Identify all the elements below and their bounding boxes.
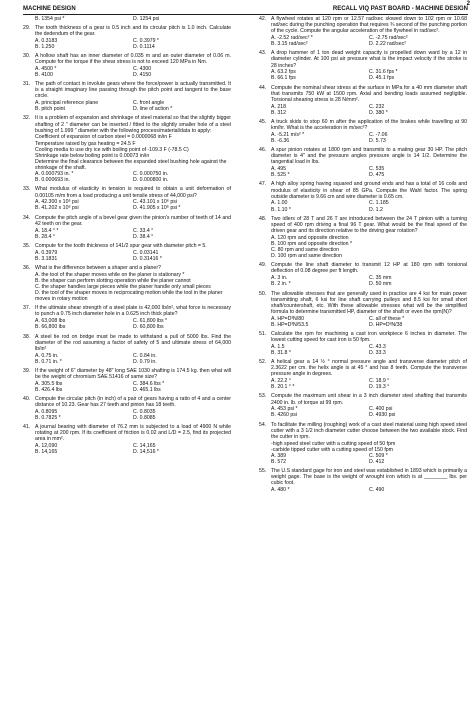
answer-option: C. 43.101 x 10⁶ psi: [133, 199, 177, 206]
question-text: What modulus of elasticity in tension is required to obtain a unit deformation of 0.00105 m/m from a load producing a unit tensile stress of 44,000 psi?: [35, 186, 231, 199]
answer-options: [271, 378, 467, 390]
answer-option: C. 384.6 lbs *: [133, 380, 165, 387]
question-text: A journal bearing with diameter of 76.2 mm is subjected to a load of 4900 N while rotating at 200 rpm. If its coefficient of friction is 0.02 and L/D = 2.5, find its projected area in mm².: [35, 424, 231, 443]
question-row: [259, 331, 467, 343]
question-text: The U.S standard gage for iron and steel was established in 1893 which is primarily a weight gage. The base is the weight of wrought iron which is at ________ lbs. per cubic foot.: [271, 468, 467, 487]
answer-options: [271, 104, 467, 116]
answer-option: D. 0.8085: [133, 415, 156, 421]
answer-options: [35, 443, 231, 455]
question-number: 44.: [259, 84, 267, 91]
question-number: 48.: [259, 215, 267, 222]
question-item: [259, 147, 467, 178]
question-text: Compute for the tooth thickness of 141/2 spur gear with diameter pitch = 5.: [35, 242, 207, 249]
question-text: Compute the maximum unit shear in a 3 inch diameter steel shafting that transmits 2400 in. lb. of torque at 99 rpm.: [271, 393, 467, 406]
question-row: [259, 393, 467, 405]
question-row: [23, 368, 231, 380]
question-row: [23, 81, 231, 99]
answer-option: D. 0.1114: [133, 43, 155, 50]
question-text: If the weight of 6" diameter by 48" long SAE 1030 shafting is 174.5 kg. then what will be the weight of chromium SAE 51416 of same size?: [35, 367, 231, 380]
answer-option: C. 14,165: [133, 443, 156, 450]
question-text: A truck skids to stop 60 m after the application of the brakes while travelling at 90 km/hr. What is the acceleration in m/sec²?: [271, 118, 467, 132]
question-detail-line: Temperature raised by gas heating = 24.5 F: [35, 140, 136, 147]
answer-option: D. 0.79 in.: [133, 358, 157, 365]
answer-option: B. 3.15 rad/sec²: [271, 41, 308, 48]
answer-option: B. 426.4 lbs: [35, 386, 63, 393]
answer-option: B. 20.1 ° *: [271, 384, 295, 391]
answer-option: C. 490: [369, 487, 385, 494]
answer-options: [35, 66, 231, 78]
question-number: 42.: [259, 16, 267, 22]
question-row: [259, 147, 467, 165]
answer-option: C. 400 psi: [369, 406, 393, 413]
answer-option: B. 0.71 in. *: [35, 358, 62, 365]
question-item: [259, 359, 467, 390]
question-row: [259, 85, 467, 103]
answer-option: A. 42.300 x 10⁶ psi: [35, 199, 79, 206]
question-row: [259, 119, 467, 131]
answer-option: A. principal reference plane: [35, 100, 99, 107]
answer-option: A. 0.3183: [35, 37, 58, 44]
answer-options: [35, 353, 231, 365]
question-text: Compute the circular pitch (in inch) of a pair of gears having a ratio of 4 and a center distance of 10.23. Gear has 27 teeth and pinion has 18 teeth.: [35, 396, 231, 409]
question-detail-line: Coefficient of expansion of carbon steel = 0.0000068 in/in F: [35, 134, 172, 141]
question-item: [23, 396, 231, 421]
answer-option: B. 312: [271, 109, 286, 116]
answer-option: A. 495: [271, 166, 286, 173]
header-left-title: MACHINE DESIGN: [23, 6, 76, 12]
question-row: [259, 291, 467, 316]
answer-option: B. 2 in. *: [271, 281, 291, 288]
answer-option: C. 33.4 °: [133, 227, 154, 234]
right-column: [259, 16, 467, 496]
question-detail-line: Shrinkage rate below boiling point is 0.00073 in/in: [35, 152, 150, 159]
answer-option: C. 0.000750 in.: [133, 171, 169, 178]
answer-options: [271, 344, 467, 356]
answer-option: A. 12,090: [35, 443, 58, 450]
question-item: [23, 25, 231, 50]
question-number: 34.: [23, 214, 31, 221]
question-item: [23, 81, 231, 112]
question-text: A spur pinion rotates at 1800 rpm and transmits to a mating gear 30 HP. The pitch diameter is 4" and the pressure angles pressure angle is 14 1/2. Determine the tangential load in lbs.: [271, 147, 467, 166]
question-text: The path of contact in involute gears where the force/power is actually transmitted. It is a straight imaginary line passing through the pitch point and tangent to the base circle.: [35, 81, 231, 100]
question-row: [259, 468, 467, 486]
answer-option: C. 0.84 in.: [133, 352, 157, 359]
question-number: 51.: [259, 330, 267, 337]
question-number: 37.: [23, 305, 31, 312]
question-row: [259, 50, 467, 68]
question-text: A hollow shaft has an inner diameter of 0.035 m and an outer diameter of 0.06 m. Compute for the torque if the shear stress is not to exceed 120 MPa in Nm.: [35, 52, 231, 66]
answer-option: B. 0.7825 *: [35, 415, 61, 421]
answer-option: D. 100 rpm and same direction: [271, 253, 342, 260]
answer-option: A. 0.75 in.: [35, 352, 59, 359]
question-number: 36.: [23, 264, 31, 271]
answer-option: C. 18.9 °: [369, 378, 390, 385]
question-text: A steel tie rod on bridge must be made to withstand a pull of 5000 lbs. Find the diameter of the rod assuming a factor of safety of 5 and ultimate stress of 64,000 lb/in²: [35, 333, 231, 352]
question-row: [23, 215, 231, 227]
answer-option: A. 0.8095: [35, 408, 58, 415]
answer-option: C. 4300: [133, 65, 152, 72]
question-number: 54.: [259, 421, 267, 428]
answer-option: D. 1.2: [369, 206, 383, 213]
answer-option: A. 305.5 lbs: [35, 380, 63, 387]
question-row: [23, 265, 231, 271]
answer-option: D. 465.1 lbs: [133, 386, 161, 393]
question-detail-line: -high speed steel cutter with a cutting speed of 50 fpm: [271, 440, 396, 447]
question-number: 30.: [23, 52, 31, 59]
option: D. 1254 psi: [133, 16, 160, 22]
answer-option: C. 0.3979 *: [133, 37, 159, 44]
question-text: Compute the nominal shear stress at the surface in MPa for a 40 mm diameter shaft that transmits 750 kW at 1500 rpm. Axial and bending loads assumed negligible. Torsional shearing stress is 28 N/mm².: [271, 84, 467, 103]
question-text: Two idlers of 28 T and 26 T are introduced between the 24 T pinion with a turning speed of 400 rpm driving a final 96 T gear. What would be the final speed of the driven gear and its direction relative to the driving gear rotation?: [271, 215, 467, 234]
question-item: [23, 305, 231, 330]
question-number: 29.: [23, 24, 31, 31]
answer-option: A. HP=D³N/80: [271, 315, 305, 322]
answer-option: A. 1.5: [271, 343, 285, 350]
question-number: 31.: [23, 81, 31, 88]
question-number: 55.: [259, 468, 267, 475]
answer-option: B. 1.250: [35, 43, 55, 50]
question-number: 40.: [23, 396, 31, 403]
question-number: 39.: [23, 367, 31, 374]
question-text: A flywheel rotates at 120 rpm or 12.57 rad/sec slowed down to 102 rpm or 10.68 rad/sec during the punching operation that requires ¾ second of the punching portion of the cycle. Compute the angular acceleration of the flywheel in rad/sec².: [271, 16, 467, 35]
question-number: 52.: [259, 359, 267, 366]
answer-options: [35, 100, 231, 112]
question-text: The tooth thickness of a gear is 0.5 inch and its circular pitch is 1.0 inch. Calculate the dedendum of the gear.: [35, 24, 231, 37]
answer-options: [35, 38, 231, 50]
option: B. 1354 psi *: [35, 16, 65, 22]
answer-options: [35, 228, 231, 240]
question-number: 45.: [259, 118, 267, 125]
question-number: 32.: [23, 115, 31, 122]
question-row: [259, 16, 467, 34]
answer-options: [35, 318, 231, 330]
answer-option: B. 4260 psi: [271, 412, 297, 419]
question-number: 53.: [259, 393, 267, 400]
answer-option: D. 19.3 °: [369, 384, 390, 391]
question-text: The allowable stresses that are generally used in practice are 4 ksi for main power transmitting shaft, 6 ksi for line shaft carrying pulleys and 8.5 ksi for small short shaft/countershaft, etc. With these allowable stresses what will be the simplified formula to determine transmitted HP, diameter of the shaft or even the rpm(N)?: [271, 290, 467, 315]
answer-option: D. 380 *: [369, 109, 388, 116]
answer-option: A. 389: [271, 452, 286, 459]
answer-option: B. pitch point: [35, 106, 65, 113]
answer-option: C. all of these *: [369, 315, 405, 322]
question-item: [259, 291, 467, 328]
question-number: 33.: [23, 186, 31, 193]
answer-option: D. 60,800 lbs: [133, 324, 164, 331]
answer-option: A. 0.3979: [35, 249, 58, 256]
question-item: [23, 368, 231, 393]
question-number: 47.: [259, 181, 267, 188]
question-number: 35.: [23, 242, 31, 249]
question-item: [259, 331, 467, 356]
answer-option: B. 66.1 fps: [271, 75, 296, 82]
answer-option: D. 412: [369, 458, 385, 465]
answer-options: [35, 171, 231, 183]
answer-option: B. 14,165: [35, 449, 58, 456]
question-row: [23, 396, 231, 408]
answer-option: B. HP=D³N/53.5: [271, 321, 309, 328]
answer-option: A. 4500 *: [35, 65, 57, 72]
answer-options: [271, 275, 467, 287]
answer-option: D. 50 mm: [369, 281, 392, 288]
answer-option: D. 4150: [133, 71, 152, 78]
answer-option: C. 0.8035: [133, 408, 156, 415]
question-item: [23, 265, 231, 302]
question-row: [259, 359, 467, 377]
question-row: [259, 422, 467, 440]
question-number: 49.: [259, 262, 267, 269]
answer-option: B. 31.8 *: [271, 349, 291, 356]
answer-option: D. 38.4 °: [133, 233, 154, 240]
question-item: [23, 115, 231, 183]
question-row: [23, 424, 231, 442]
question-item: [23, 243, 231, 262]
header-right-title: RECALL VIQ PAST BOARD - MACHINE DESIGN: [332, 6, 468, 12]
answer-option: B. 100 rpm and opposite direction *: [271, 240, 353, 247]
answer-options: [35, 250, 231, 262]
question-row: [259, 181, 467, 199]
answer-option: D. 45.1 fps: [369, 75, 395, 82]
answer-option: A. 120 rpm and opposite direction: [271, 234, 349, 241]
question-row: [23, 305, 231, 317]
answer-option: D. line of action *: [133, 106, 173, 113]
question-row: [23, 186, 231, 198]
answer-option: A. 18.4 ° *: [35, 227, 59, 234]
answer-option: B. 4100: [35, 71, 53, 78]
answer-option: C. 61,800 lbs *: [133, 318, 168, 325]
answer-option: A. 0.000793 in. *: [35, 171, 74, 178]
answer-options-list: [271, 235, 467, 260]
answer-options: [35, 409, 231, 421]
question-item: [259, 181, 467, 212]
question-row: [23, 334, 231, 352]
page-header: [23, 6, 468, 15]
answer-option: B. 3.1831: [35, 255, 58, 262]
answer-option: C. 31.6 fps *: [369, 69, 398, 76]
question-number: 38.: [23, 333, 31, 340]
question-text: A helical gear a 14 ½ ° normal pressure angle and transverse diameter pitch of 2.3622 per cm. the helix angle is at 45 ° and has 8 teeth. Compute the transverse pressure angle in degrees.: [271, 359, 467, 378]
question-text: If the ultimate shear strength of a steel plate is 42,000 lb/in², what force is necessary to punch a 0.75 inch diameter hole in a 0.625 inch thick plate?: [35, 305, 231, 318]
question-row: [23, 243, 231, 249]
question-item: [259, 262, 467, 287]
answer-option: B. 66,800 lbs: [35, 324, 66, 331]
question-item: [259, 393, 467, 418]
answer-option: B. 1.10 *: [271, 206, 291, 213]
answer-options: [271, 406, 467, 418]
answer-option: A. the tool of the shaper moves while on the planer is stationary *: [35, 271, 185, 278]
answer-options: [271, 132, 467, 144]
answer-option: A. 3 in.: [271, 275, 288, 282]
answer-option: C. 509 *: [369, 452, 388, 459]
question-item: [23, 186, 231, 211]
answer-option: D. HP=D³N/38: [369, 321, 403, 328]
question-item: [259, 119, 467, 144]
question-text: A high alloy spring having squared and ground ends and has a total of 16 coils and modulus of elasticity in shear of 85 GPa. Compute the Wahl factor. The spring outside diameter is 9.66 cm and wire diameter is 0.65 cm.: [271, 181, 467, 200]
answer-option: A. -2.52 rad/sec² *: [271, 34, 313, 41]
answer-options: [271, 453, 467, 465]
answer-option: A. 453 psi *: [271, 406, 298, 413]
question-row: [259, 262, 467, 274]
answer-option: C. front angle: [133, 100, 165, 107]
answer-options: [271, 200, 467, 212]
answer-option: C. 80 rpm and same direction: [271, 246, 340, 253]
answer-option: A. 22.2 °: [271, 378, 291, 385]
left-column: [23, 16, 231, 459]
question-detail-line: -carbide tipped cutter with a cutting speed of 150 fpm: [271, 446, 393, 453]
question-row: [23, 53, 231, 65]
answer-option: D. 475: [369, 172, 385, 179]
answer-option: C. 35 mm: [369, 275, 392, 282]
answer-option: B. -6.36: [271, 137, 290, 144]
question-number: 43.: [259, 50, 267, 57]
question-item: [23, 334, 231, 365]
answer-option: B. 28.4 °: [35, 233, 55, 240]
answer-option: C. -2.75 rad/sec²: [369, 34, 408, 41]
answer-option: D. 2.22 rad/sec²: [369, 41, 406, 48]
answer-option: A. -5.21 m/s² *: [271, 131, 305, 138]
question-text: To facilitate the milling (roughing) work of a cast steel material using high speed steel cutter with a 3 1/2 inch diameter cutter choose between the two available stock. Find the cutter in rpm.: [271, 421, 467, 440]
answer-options: [271, 487, 467, 493]
answer-options: [35, 199, 231, 211]
answer-option: A. 480 *: [271, 487, 290, 494]
answer-option: D. the tool of the shaper moves in reciprocating motion while the tool in the planer moves in rotary motion: [35, 290, 223, 303]
question-item: [259, 468, 467, 493]
answer-options: [271, 316, 467, 328]
answer-option: D. 4930 psi: [369, 412, 396, 419]
answer-option: C. 535: [369, 166, 385, 173]
answer-option: A. 63.2 fps: [271, 69, 296, 76]
carryover-options: [35, 16, 231, 22]
question-item: [23, 424, 231, 455]
answer-option: C. 1.185: [369, 200, 389, 207]
question-text: What is the difference between a shaper and a planer?: [35, 264, 161, 271]
answer-options: [271, 69, 467, 81]
answer-options-list: [35, 272, 231, 303]
answer-option: C. 43.3: [369, 343, 386, 350]
answer-option: C. 232: [369, 103, 385, 110]
question-text: It is a problem of expansion and shrinkage of steel material so that the slightly bigger shafting of 2 " diameter can be inserted / fitted to the slightly smaller hole of a steel bushing of 1.999 " diameter with the following process/material/data to apply:: [35, 115, 231, 134]
answer-option: D. 14,516 *: [133, 449, 159, 456]
question-item: [23, 53, 231, 78]
answer-option: B. 41.202 x 10⁶ psi: [35, 205, 79, 212]
answer-option: A. 218: [271, 103, 286, 110]
question-number: 50.: [259, 290, 267, 297]
question-item: [23, 215, 231, 240]
question-detail-line: Cooling media to use dry ice with boiling point of -109.3 F (-78.5 C): [35, 146, 189, 153]
question-row: [23, 115, 231, 133]
answer-option: C. 0.03141: [133, 249, 159, 256]
answer-option: B. the shaper can perform slotting operation while the planer cannot: [35, 277, 191, 284]
question-text: Compute the line shaft diameter to transmit 12 HP at 180 rpm with torsional deflection of 0.08 degree per ft length.: [271, 262, 467, 275]
answer-option: D. 33.3: [369, 349, 386, 356]
answer-option: A. 1.00: [271, 200, 288, 207]
answer-options: [35, 381, 231, 393]
question-text: A drop hammer of 1 ton dead weight capacity is propelled down ward by a 12 in diameter cylinder. At 100 psi air pressure what is the impact velocity if the stroke is 28 inches?: [271, 50, 467, 69]
answer-option: D. 5.73: [369, 137, 386, 144]
answer-options: [271, 166, 467, 178]
answer-option: C. the shaper handles large pieces while the planer handle only small pieces: [35, 283, 211, 290]
answer-option: B. 525 *: [271, 172, 290, 179]
question-row: [259, 216, 467, 234]
question-text: Calculate the rpm for machining a cast iron workpiece 6 inches in diameter. The lowest cutting speed for cast iron is 50 fpm.: [271, 330, 467, 344]
question-item: [259, 50, 467, 81]
answer-option: D. 0.000800 in.: [133, 177, 169, 184]
answer-option: D. 0.31416 *: [133, 255, 162, 262]
question-item: [259, 422, 467, 465]
question-item: [259, 85, 467, 116]
question-number: 41.: [23, 424, 31, 431]
answer-option: A. 63,008 lbs: [35, 318, 66, 325]
question-text: Compute the pitch angle of a bevel gear given the pinion's number of teeth of 14 and 42 teeth on the gear.: [35, 214, 231, 227]
answer-option: D. 41.905 x 10⁶ psi *: [133, 205, 181, 212]
question-row: [23, 25, 231, 37]
question-item: [259, 16, 467, 47]
answer-option: B. 572: [271, 458, 286, 465]
answer-option: C. -7.06: [369, 131, 388, 138]
page-number: 2: [466, 1, 470, 7]
answer-option: B. 0.000693 in.: [35, 177, 70, 184]
question-number: 46.: [259, 147, 267, 154]
question-detail-line: Determine the final clearance between the expanded steel bushing hole against the shrinkage of the shaft.: [35, 158, 227, 171]
question-item: [259, 216, 467, 259]
answer-options: [271, 35, 467, 47]
